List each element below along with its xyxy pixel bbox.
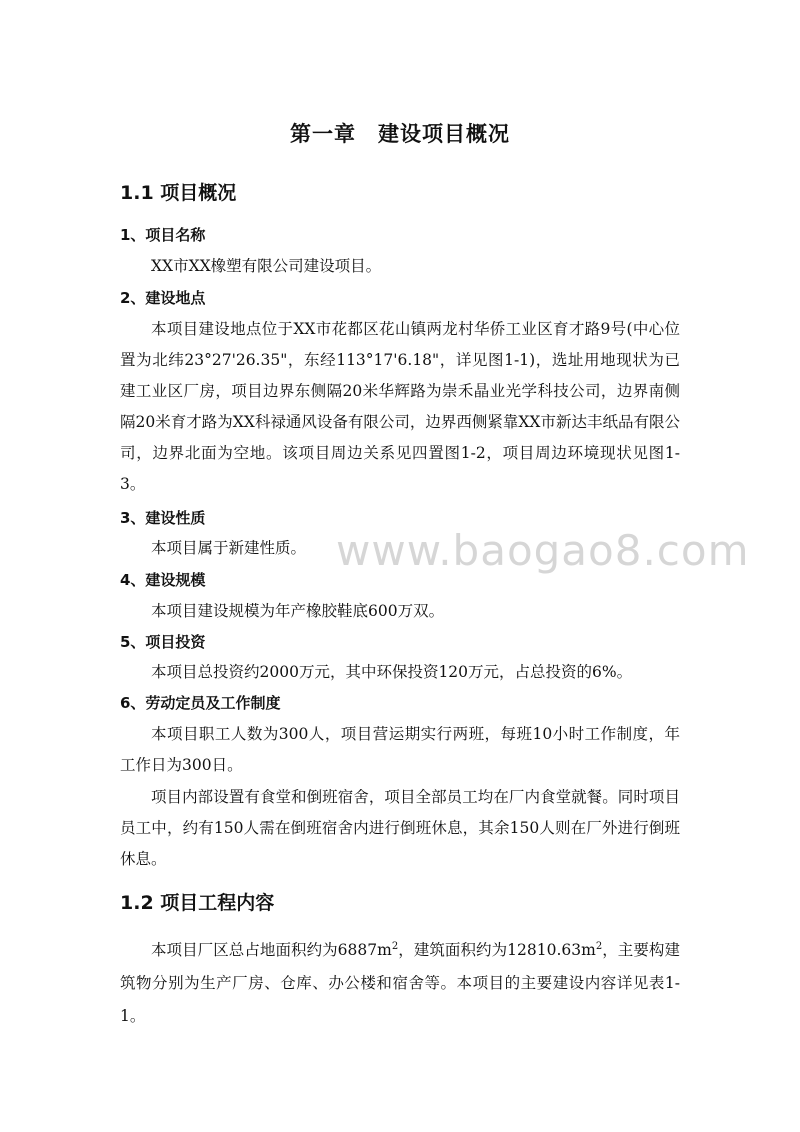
area-text-3: ，主要构建筑物分别为生产厂房、仓库、办公楼和宿舍等。本项目的主要建设内容详见表1-1。	[120, 941, 680, 1026]
subheading-scale: 4、建设规模	[120, 571, 206, 589]
paragraph-staffing-2: 项目内部设置有食堂和倒班宿舍，项目全部员工均在厂内食堂就餐。同时项目员工中，约有150人需在倒班宿舍内进行倒班休息，其余150人则在厂外进行倒班休息。	[120, 788, 680, 868]
subheading-location: 2、建设地点	[120, 289, 206, 307]
chapter-title: 第一章 建设项目概况	[290, 122, 510, 146]
section-heading-1-2: 1.2 项目工程内容	[120, 892, 275, 914]
paragraph-investment: 本项目总投资约2000万元，其中环保投资120万元，占总投资的6%。	[151, 663, 633, 681]
area-text-2: ，建筑面积约为12810.63m	[398, 941, 596, 960]
area-superscript-2: 2	[595, 941, 603, 952]
section-heading-1-1: 1.1 项目概况	[120, 182, 237, 204]
paragraph-engineering-content	[120, 930, 680, 1033]
paragraph-project-name: XX市XX橡塑有限公司建设项目。	[151, 257, 382, 275]
area-superscript-1: 2	[391, 941, 399, 952]
watermark: www.baogao8.com	[336, 526, 750, 575]
paragraph-staffing-1: 本项目职工人数为300人，项目营运期实行两班，每班10小时工作制度，年工作日为300日。	[120, 725, 680, 774]
subheading-investment: 5、项目投资	[120, 633, 206, 651]
subheading-staffing: 6、劳动定员及工作制度	[120, 694, 281, 712]
area-text-1: 本项目厂区总占地面积约为6887m	[151, 941, 392, 960]
subheading-nature: 3、建设性质	[120, 509, 206, 527]
paragraph-scale: 本项目建设规模为年产橡胶鞋底600万双。	[151, 602, 445, 620]
paragraph-location: 本项目建设地点位于XX市花都区花山镇两龙村华侨工业区育才路9号(中心位置为北纬23°27'26.35"，东经113°17'6.18"，详见图1-1)，选址用地现状为已建工业区厂房，项目边界东侧隔20米华辉路为崇禾晶业光学科技公司，边界南侧隔20米育才路为XX科禄通风设备有限公司，边界西侧紧靠XX市新达丰纸品有限公司，边界北面为空地。该项目周边关系见四置图1-2，项目周边环境现状见图1-3。	[120, 320, 680, 493]
subheading-project-name: 1、项目名称	[120, 226, 206, 244]
paragraph-nature: 本项目属于新建性质。	[151, 539, 307, 557]
